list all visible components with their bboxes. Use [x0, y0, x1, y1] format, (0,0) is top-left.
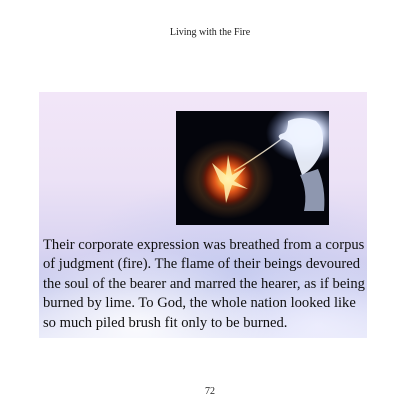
running-title: Living with the Fire [169, 27, 251, 38]
fire-illustration [176, 111, 329, 225]
page-number: 72 [205, 386, 215, 397]
fire-orb-and-hand-icon [176, 111, 329, 225]
body-paragraph: Their corporate expression was breathed from a corpus of judgment (fire). The flame of their beings devoured the soul of the bearer and marred the hearer, as if being burned by lime. To God, the whole nation looked like so much piled brush fit only to be burned. [43, 237, 365, 331]
illustrated-panel [39, 92, 367, 338]
